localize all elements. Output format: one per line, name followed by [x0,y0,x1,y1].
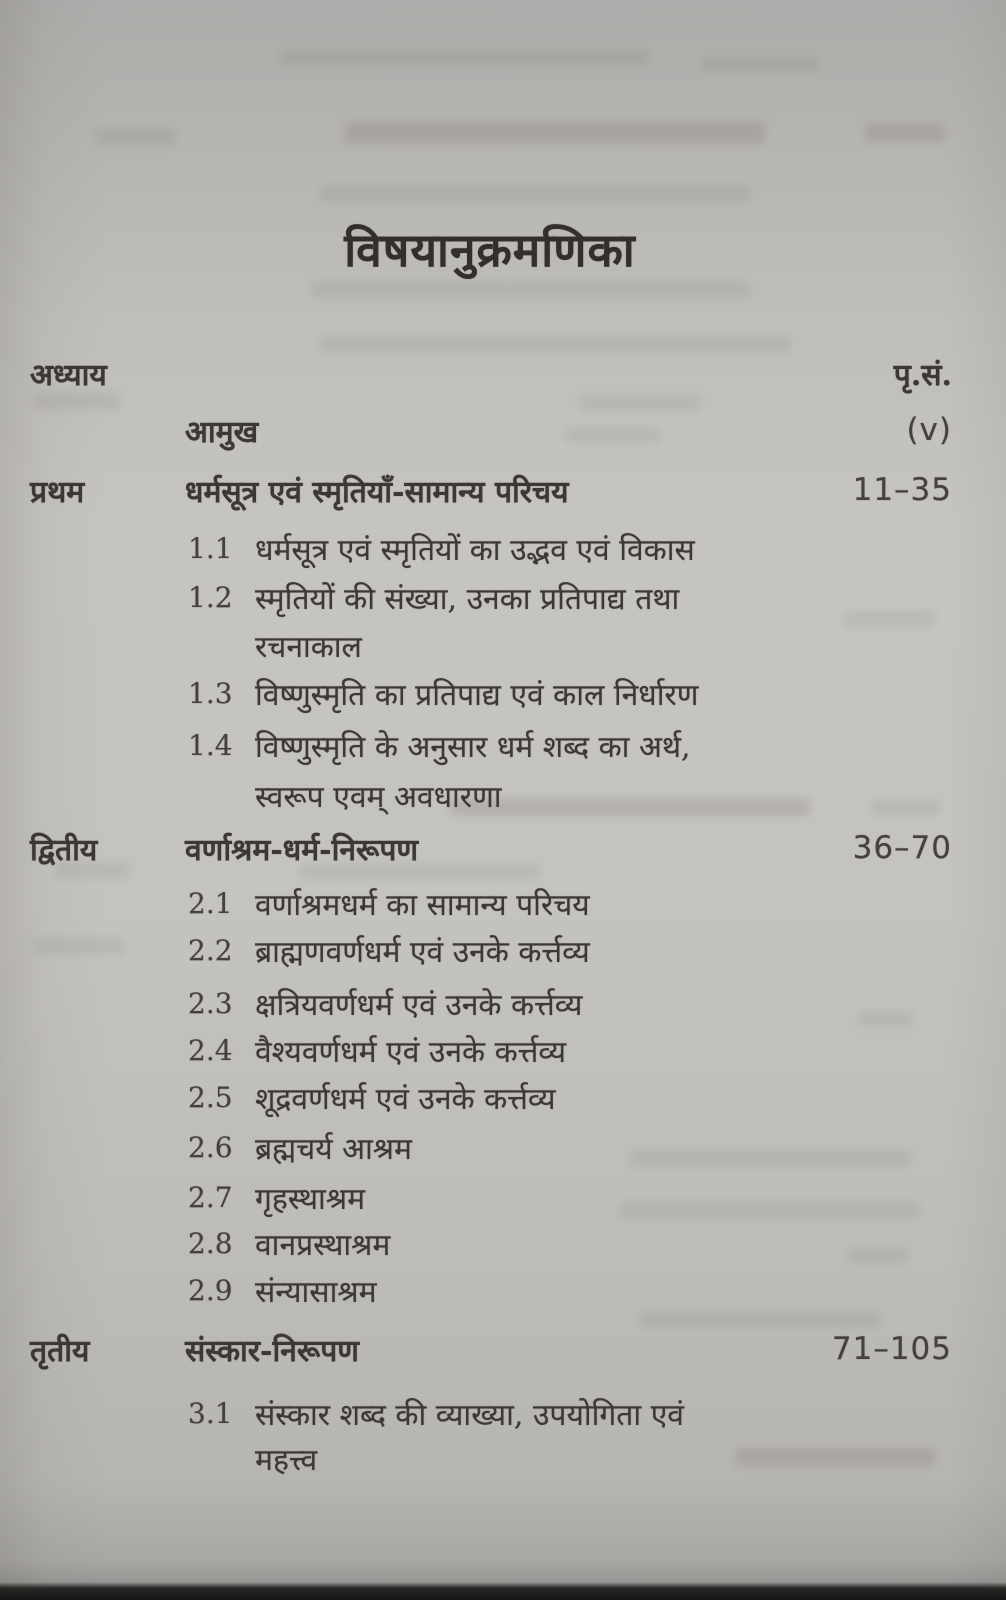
section-row [188,1176,952,1218]
section-title: विष्णुस्मृति के अनुसार धर्म शब्द का अर्थ, [255,729,691,765]
section-title-continuation [255,624,952,666]
section-number: 2.5 [188,1080,233,1114]
section-row [188,672,952,714]
section-number: 2.1 [188,886,233,920]
section-number: 1.4 [188,728,233,762]
section-title: वर्णाश्रमधर्म का सामान्य परिचय [255,887,590,923]
chapter-pages: 71–105 [831,1331,952,1367]
section-title: ब्रह्मचर्य आश्रम [255,1131,412,1167]
section-row [188,982,952,1024]
section-title: संन्यासाश्रम [255,1274,377,1310]
section-title: ब्राह्मणवर्णधर्म एवं उनके कर्त्तव्य [255,934,590,970]
section-row [188,929,952,971]
bleedthrough-smudge [35,938,125,954]
section-number: 1.3 [188,676,233,710]
bleedthrough-smudge [865,124,945,142]
chapter-pages: 11–35 [852,472,952,508]
section-title-line2: रचनाकाल [255,629,362,665]
chapter-row [30,1327,952,1371]
section-row [188,1126,952,1168]
chapter-title: धर्मसूत्र एवं स्मृतियाँ-सामान्य परिचय [185,474,569,510]
bleedthrough-smudge [345,122,765,144]
chapter-ordinal: प्रथम [30,474,85,510]
bleedthrough-smudge [640,1312,880,1327]
section-number: 1.2 [188,580,233,614]
section-title: गृहस्थाश्रम [255,1181,366,1217]
front-matter-label: आमुख [185,414,259,450]
section-number: 2.7 [188,1180,233,1214]
section-title: शूद्रवर्णधर्म एवं उनके कर्त्तव्य [255,1081,556,1117]
section-title: क्षत्रियवर्णधर्म एवं उनके कर्त्तव्य [255,987,583,1023]
section-row [188,724,952,766]
section-number: 2.6 [188,1130,233,1164]
chapter-row [30,826,952,870]
section-row [188,1222,952,1264]
chapter-ordinal: द्वितीय [30,832,98,868]
toc-header-row [30,351,952,395]
front-matter-row [30,408,952,452]
section-title: वैश्यवर्णधर्म एवं उनके कर्त्तव्य [255,1034,567,1070]
section-row [188,576,952,618]
chapter-column-label: अध्याय [30,357,107,393]
section-number: 2.4 [188,1033,233,1067]
section-row [188,1029,952,1071]
section-title-continuation [255,1437,952,1479]
section-title: वानप्रस्थाश्रम [255,1227,391,1263]
bleedthrough-smudge [320,336,790,352]
section-title: विष्णुस्मृति का प्रतिपाद्य एवं काल निर्धारण [255,677,699,713]
bleedthrough-smudge [310,282,750,298]
section-title: संस्कार शब्द की व्याख्या, उपयोगिता एवं [255,1397,684,1433]
chapter-title: संस्कार-निरूपण [185,1333,359,1369]
section-number: 2.8 [188,1226,233,1260]
chapter-pages: 36–70 [852,830,952,866]
section-row [188,1076,952,1118]
bleedthrough-smudge [95,128,175,146]
page-column-label: पृ.सं. [893,357,952,393]
section-title: स्मृतियों की संख्या, उनका प्रतिपाद्य तथा [255,581,680,617]
section-title: धर्मसूत्र एवं स्मृतियों का उद्भव एवं विकास [255,532,695,568]
section-number: 1.1 [188,531,233,565]
bleedthrough-smudge [280,50,650,66]
section-row [188,527,952,569]
bleedthrough-smudge [320,186,750,202]
section-title-line2: स्वरूप एवम् अवधारणा [255,779,502,815]
front-matter-pages: (v) [906,412,952,448]
chapter-title: वर्णाश्रम-धर्म-निरूपण [185,832,419,868]
section-title-line2: महत्त्व [255,1442,318,1478]
section-number: 2.3 [188,986,233,1020]
chapter-ordinal: तृतीय [30,1333,90,1369]
chapter-row [30,468,952,512]
section-row [188,1392,952,1434]
section-row [188,882,952,924]
section-number: 3.1 [188,1396,233,1430]
page-title: विषयानुक्रमणिका [344,223,636,277]
section-number: 2.2 [188,933,233,967]
section-title-continuation [255,774,952,816]
section-number: 2.9 [188,1273,233,1307]
bleedthrough-smudge [700,58,820,72]
section-row [188,1269,952,1311]
